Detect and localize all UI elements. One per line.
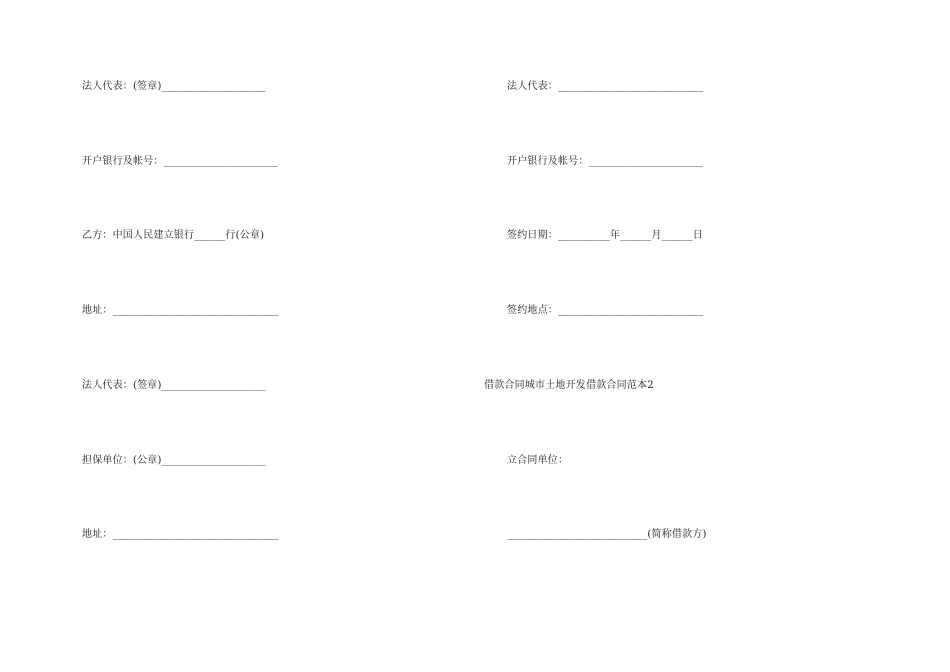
- right-line-sign-place: 签约地点：____________________________: [507, 305, 704, 316]
- right-line-contracting-unit: 立合同单位：: [507, 455, 569, 466]
- left-line-address-2: 地址：________________________________: [82, 529, 279, 540]
- left-line-bank-account: 开户银行及帐号：______________________: [82, 156, 278, 167]
- left-line-address: 地址：________________________________: [82, 305, 279, 316]
- left-line-party-b: 乙方：中国人民建立银行______行(公章): [82, 230, 265, 241]
- right-line-contract-title: 借款合同城市土地开发借款合同范本2: [484, 380, 654, 391]
- right-line-sign-date: 签约日期：__________年______月______日: [507, 230, 703, 241]
- left-line-legal-rep: 法人代表：(签章)____________________: [82, 81, 266, 92]
- right-line-legal-rep: 法人代表：____________________________: [507, 81, 704, 92]
- right-line-borrower: ___________________________(简称借款方): [507, 529, 707, 540]
- right-line-bank-account: 开户银行及帐号：______________________: [507, 156, 703, 167]
- left-line-legal-rep-2: 法人代表：(签章)____________________: [82, 380, 266, 391]
- left-line-guarantor: 担保单位：(公章)____________________: [82, 455, 266, 466]
